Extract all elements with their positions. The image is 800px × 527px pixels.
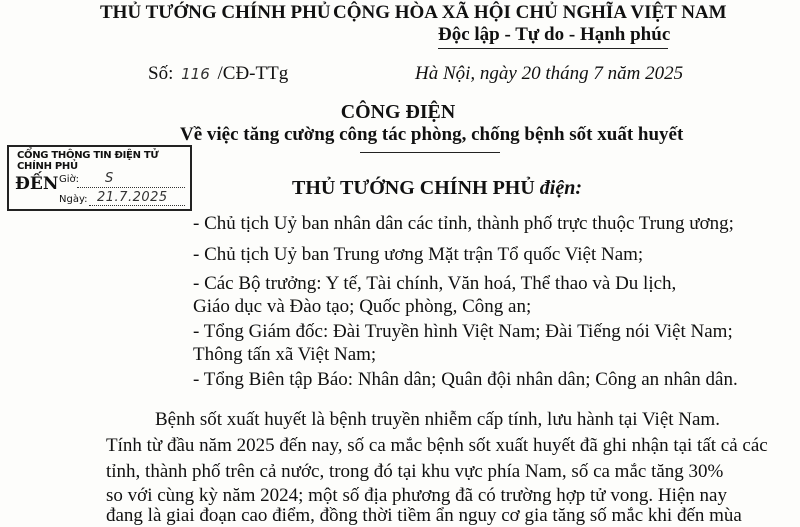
recipient-line: - Tổng Biên tập Báo: Nhân dân; Quân đội nhân dân; Công an nhân dân. (193, 369, 738, 390)
document-number-suffix: /CĐ-TTg (217, 63, 289, 84)
document-title: CÔNG ĐIỆN (340, 101, 456, 123)
body-line: Tính từ đầu năm 2025 đến nay, số ca mắc bệnh sốt xuất huyết đã ghi nhận tại tất cả các (106, 435, 768, 456)
stamp-den-label: ĐẾN (15, 174, 59, 194)
stamp-time-label: Giờ: (59, 174, 80, 185)
stamp-time-value: S (105, 171, 114, 186)
body-line: tỉnh, thành phố trên cả nước, trong đó tại khu vực phía Nam, số ca mắc tăng 30% (106, 461, 724, 482)
stamp-time-dots (77, 187, 185, 188)
body-line: Bệnh sốt xuất huyết là bệnh truyền nhiễm cấp tính, lưu hành tại Việt Nam. (155, 409, 720, 430)
recipient-line: - Tổng Giám đốc: Đài Truyền hình Việt Nam; Đài Tiếng nói Việt Nam; (193, 321, 733, 342)
issuer-name: THỦ TƯỚNG CHÍNH PHỦ (100, 2, 331, 23)
national-motto: Độc lập - Tự do - Hạnh phúc (438, 24, 671, 45)
state-name: CỘNG HÒA XÃ HỘI CHỦ NGHĨA VIỆT NAM (333, 2, 727, 23)
document-number (148, 63, 288, 85)
stamp-date-dots (89, 205, 185, 206)
recipient-line: - Chủ tịch Uỷ ban Trung ương Mặt trận Tổ quốc Việt Nam; (193, 244, 644, 265)
subtitle-underline (360, 152, 500, 153)
document-subtitle: Về việc tăng cường công tác phòng, chống bệnh sốt xuất huyết (180, 124, 684, 145)
motto-underline (438, 48, 668, 49)
recipients-heading-suffix: điện: (534, 177, 583, 199)
recipients-heading-main: THỦ TƯỚNG CHÍNH PHỦ (292, 177, 535, 199)
place-date: Hà Nội, ngày 20 tháng 7 năm 2025 (415, 63, 684, 84)
stamp-date-label: Ngày: (59, 194, 88, 205)
stamp-date-value: 21.7.2025 (97, 190, 168, 205)
body-line: đang là giai đoạn cao điểm, đồng thời tiềm ẩn nguy cơ gia tăng số mắc khi đến mùa (106, 505, 742, 526)
received-stamp (7, 145, 192, 211)
body-line: so với cùng kỳ năm 2024; một số địa phương đã có trường hợp tử vong. Hiện nay (106, 485, 727, 506)
recipient-line: Giáo dục và Đào tạo; Quốc phòng, Công an; (193, 296, 532, 317)
recipient-line: Thông tấn xã Việt Nam; (193, 344, 377, 365)
document-number-prefix: Số: (148, 63, 174, 84)
recipient-line: - Các Bộ trưởng: Y tế, Tài chính, Văn hoá, Thể thao và Du lịch, (193, 273, 677, 294)
stamp-org: CỔNG THÔNG TIN ĐIỆN TỬ CHÍNH PHỦ (17, 150, 159, 172)
recipients-heading (292, 177, 582, 200)
recipient-line: - Chủ tịch Uỷ ban nhân dân các tỉnh, thành phố trực thuộc Trung ương; (193, 213, 734, 234)
document-number-handwritten: 116 (181, 65, 210, 83)
